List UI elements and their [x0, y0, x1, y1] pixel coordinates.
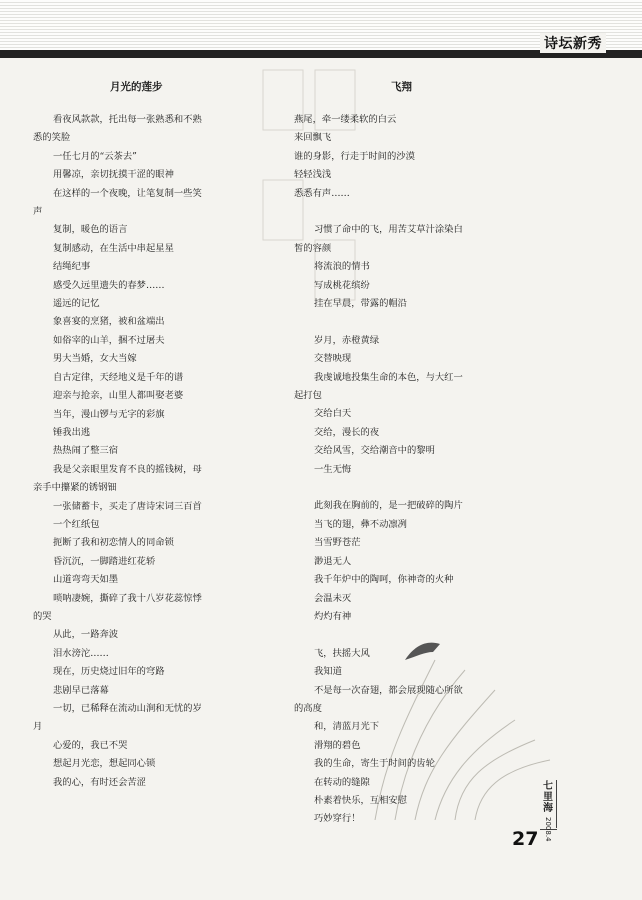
poem-line: 我虔诚地投集生命的本色，与大红一 [314, 371, 463, 383]
left-poem-body [33, 111, 273, 792]
poem-line: 我知道 [314, 666, 342, 678]
poem-line: 锤我出逃 [53, 426, 91, 438]
poem-line: 想起月光恋，想起同心锁 [53, 758, 156, 770]
poem-line: 不是每一次奋翅，都会展现随心所欲 [314, 684, 463, 696]
poem-line: 写成桃花缤纷 [314, 279, 370, 291]
poem-line: 巧妙穿行！ [314, 813, 361, 825]
poem-line: 悉的笑脸 [33, 132, 71, 144]
poem-line: 起打包 [294, 390, 322, 402]
poem-line: 复制感动，在生活中串起星星 [53, 242, 174, 254]
poem-line: 渺退无人 [314, 555, 352, 567]
poem-line: 习惯了命中的飞，用苦艾草汁涂染白 [314, 224, 463, 236]
poem-line: 岁月，赤橙黄绿 [314, 334, 380, 346]
section-title: 诗坛新秀 [540, 33, 606, 53]
stanza-break [294, 203, 514, 221]
poem-line: 看夜风款款，托出每一张熟悉和不熟 [53, 114, 202, 125]
poem-line: 扼断了我和初恋情人的同命锁 [53, 537, 174, 549]
poem-line: 滑翔的碧色 [314, 739, 361, 751]
poem-line: 山道弯弯天如墨 [53, 574, 119, 586]
poem-line: 亲手中攥紧的锈钢钿 [33, 482, 117, 494]
poem-line: 感受久远里遗失的春梦…… [53, 279, 165, 291]
poem-line: 交替映现 [314, 353, 352, 365]
poem-line: 遥远的记忆 [53, 298, 100, 310]
poem-line: 结绳纪事 [53, 261, 91, 273]
poem-line: 飞，扶摇大风 [314, 647, 370, 659]
poem-line: 当雪野苍茫 [314, 537, 361, 549]
poem-line: 男大当婚，女大当嫁 [53, 353, 137, 365]
poem-line: 来回飘飞 [294, 132, 332, 144]
poem-line: 轻轻浅浅 [294, 169, 332, 181]
poem-line: 现在，历史烧过旧年的穹路 [53, 666, 165, 678]
poem-line: 会温未灭 [314, 592, 352, 604]
poem-line: 心爱的，我已不哭 [53, 739, 128, 751]
poem-line: 月 [33, 721, 43, 733]
poem-line: 悲剧早已落幕 [53, 684, 109, 696]
poem-line: 在这样的一个夜晚，让笔复制一些笑 [53, 187, 202, 199]
poem-line: 交给，漫长的夜 [314, 426, 380, 438]
poem-line: 挂在早晨，带露的帽沿 [314, 298, 407, 310]
poem-line: 象喜宴的烹猪，被和盆端出 [53, 316, 165, 328]
footer-rule-vertical [556, 780, 557, 828]
poem-line: 用馨凉，亲切抚摸干涩的眼神 [53, 169, 174, 181]
poem-line: 如俗宰的山羊，捆不过屠夫 [53, 334, 165, 346]
poem-line: 的哭 [33, 610, 52, 622]
poem-line: 交给白天 [314, 408, 352, 420]
poem-line: 皙的容颜 [294, 242, 332, 254]
poem-line: 一切，已稀释在流动山涧和无忧的岁 [53, 703, 202, 714]
poem-line: 灼灼有神 [314, 610, 352, 622]
poem-line: 声 [33, 206, 43, 218]
poem-line: 悉悉有声…… [294, 187, 350, 199]
poem-line: 复制，暖色的语言 [53, 224, 128, 236]
poem-line: 热热闹了整三宿 [53, 445, 119, 457]
poem-line: 朴素着快乐，互相安慰 [314, 794, 407, 806]
poem-line: 一生无悔 [314, 463, 352, 475]
right-poem-title: 飞翔 [391, 81, 412, 93]
poem-line: 从此，一路奔波 [53, 629, 119, 641]
poem-line: 迎亲与抢亲，山里人都叫娶老婆 [53, 390, 184, 402]
poem-line: 泪水滂沱…… [53, 647, 109, 659]
poem-line: 我是父亲眼里发育不良的摇钱树，母 [53, 463, 202, 475]
poem-line: 一任七月的“云茶去” [53, 150, 137, 162]
poem-line: 昏沉沉，一脚踏进红花轿 [53, 555, 156, 567]
poem-line: 燕尾，牵一缕柔软的白云 [294, 114, 397, 125]
page-number: 27 [512, 828, 539, 850]
poem-line: 我的心，有时还会苦涩 [53, 776, 146, 788]
poem-line: 当飞的翅，彝不动凛冽 [314, 518, 407, 530]
magazine-label [541, 781, 555, 845]
poem-line: 一张储蓄卡，买走了唐诗宋词三百首 [53, 500, 202, 512]
poem-line: 将流浪的情书 [314, 261, 370, 273]
poem-line: 此刻我在胸前的，是一把破碎的陶片 [314, 500, 463, 512]
left-poem-title: 月光的莲步 [110, 81, 163, 93]
poem-line: 唢呐凄婉，撕碎了我十八岁花蕊惊悸 [53, 592, 202, 604]
right-poem-body [294, 111, 514, 829]
magazine-name: 七里海 [543, 781, 553, 814]
stanza-break [294, 479, 514, 497]
poem-line: 在转动的缝隙 [314, 776, 370, 788]
poem-line: 一个红纸包 [53, 518, 100, 530]
stanza-break [294, 313, 514, 331]
poem-line: 当年，漫山锣与无字的彩旗 [53, 408, 165, 420]
poem-line: 和，清蓝月光下 [314, 721, 380, 733]
issue-number: 2008.4 [544, 817, 552, 842]
poem-line: 谁的身影，行走于时间的沙漠 [294, 150, 415, 162]
poem-line: 交给风雪，交给潮音中的黎明 [314, 445, 435, 457]
poem-line: 的高度 [294, 702, 322, 714]
stanza-break [294, 626, 514, 644]
poem-line: 我千年炉中的陶呵，你神奇的火种 [314, 574, 454, 586]
poem-line: 自古定律，天经地义是千年的谱 [53, 371, 184, 383]
poem-line: 我的生命，寄生于时间的齿轮 [314, 758, 435, 770]
